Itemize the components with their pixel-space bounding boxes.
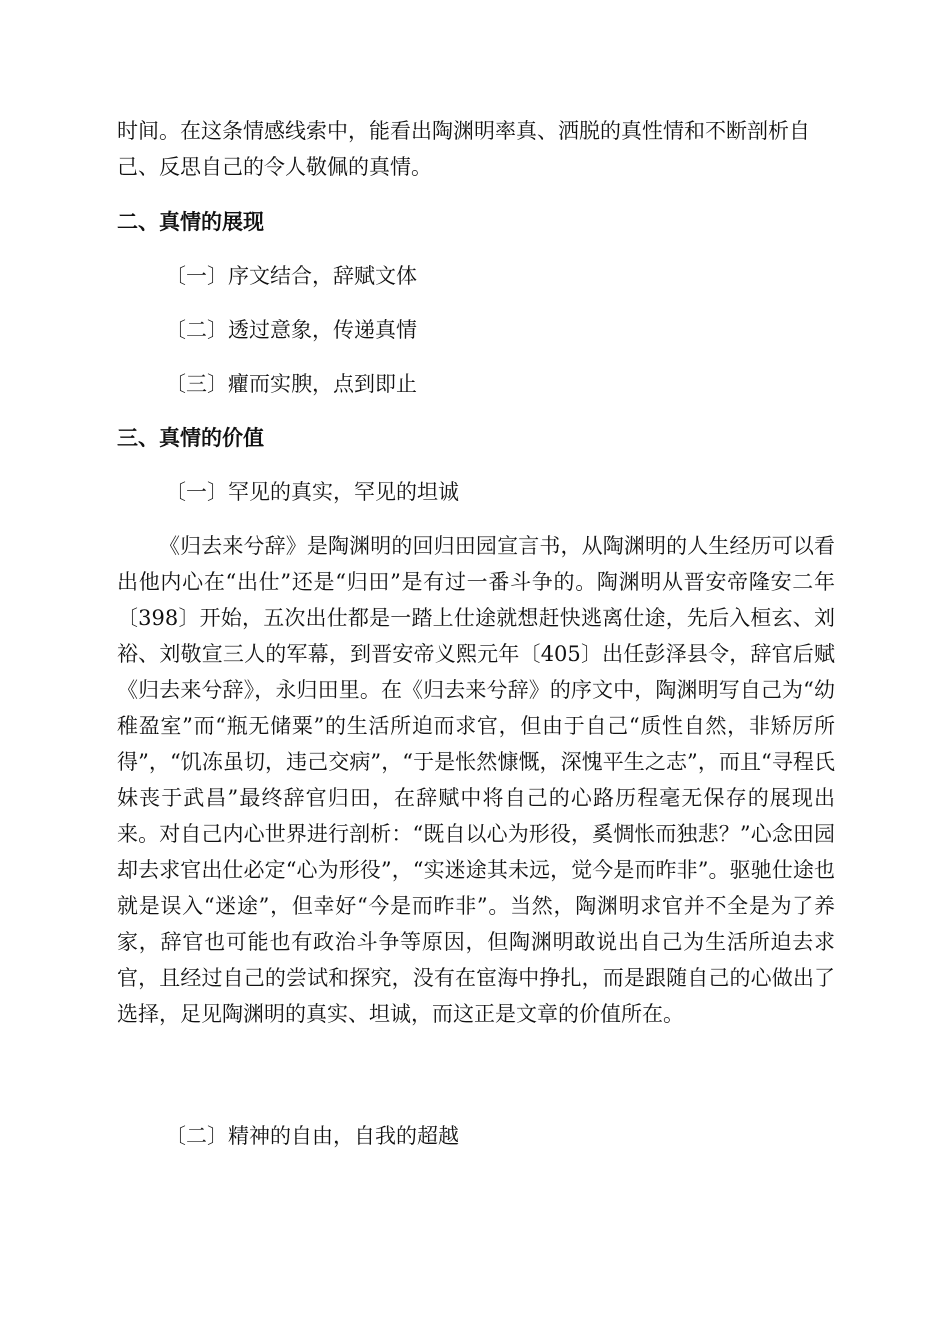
section-3-subheading-2: 〔二〕精神的自由，自我的超越: [165, 1124, 459, 1148]
section-2-item-3: 〔三〕癯而实腴，点到即止: [165, 372, 417, 396]
section-3-body-paragraph: 《归去来兮辞》是陶渊明的回归田园宣言书，从陶渊明的人生经历可以看出他内心在“出仕”还是“归田”是有过一番斗争的。陶渊明从晋安帝隆安二年〔398〕开始，五次出仕都是一踏上仕途就想赶快逃离仕途，先后入桓玄、刘裕、刘敬宣三人的军幕，到晋安帝义熙元年〔405〕出任彭泽县令，辞官后赋《归去来兮辞》，永归田里。在《归去来兮辞》的序文中，陶渊明写自己为“幼稚盈室”而“瓶无储粟”的生活所迫而求官，但由于自己“质性自然，非矫厉所得”，“饥冻虽切，违己交病”，“于是怅然慷慨，深愧平生之志”，而且“寻程氏妹丧于武昌”最终辞官归田，在辞赋中将自己的心路历程毫无保存的展现出来。对自己内心世界进行剖析：“既自以心为形役，奚惆怅而独悲？”心念田园却去求官出仕必定“心为形役”，“实迷途其未远，觉今是而昨非”。驱驰仕途也就是误入“迷途”，但幸好“今是而昨非”。当然，陶渊明求官并不全是为了养家，辞官也可能也有政治斗争等原因，但陶渊明敢说出自己为生活所迫去求官，且经过自己的尝试和探究，没有在宦海中挣扎，而是跟随自己的心做出了选择，足见陶渊明的真实、坦诚，而这正是文章的价值所在。: [117, 534, 835, 1026]
section-2-heading: 二、真情的展现: [117, 210, 264, 234]
section-3-subheading-1: 〔一〕罕见的真实，罕见的坦诚: [165, 480, 459, 504]
lead-paragraph: 时间。在这条情感线索中，能看出陶渊明率真、洒脱的真性情和不断剖析自己、反思自己的令人敬佩的真情。: [117, 119, 810, 179]
section-3-heading: 三、真情的价值: [117, 426, 264, 450]
section-2-item-2: 〔二〕透过意象，传递真情: [165, 318, 417, 342]
section-2-item-1: 〔一〕序文结合，辞赋文体: [165, 264, 417, 288]
